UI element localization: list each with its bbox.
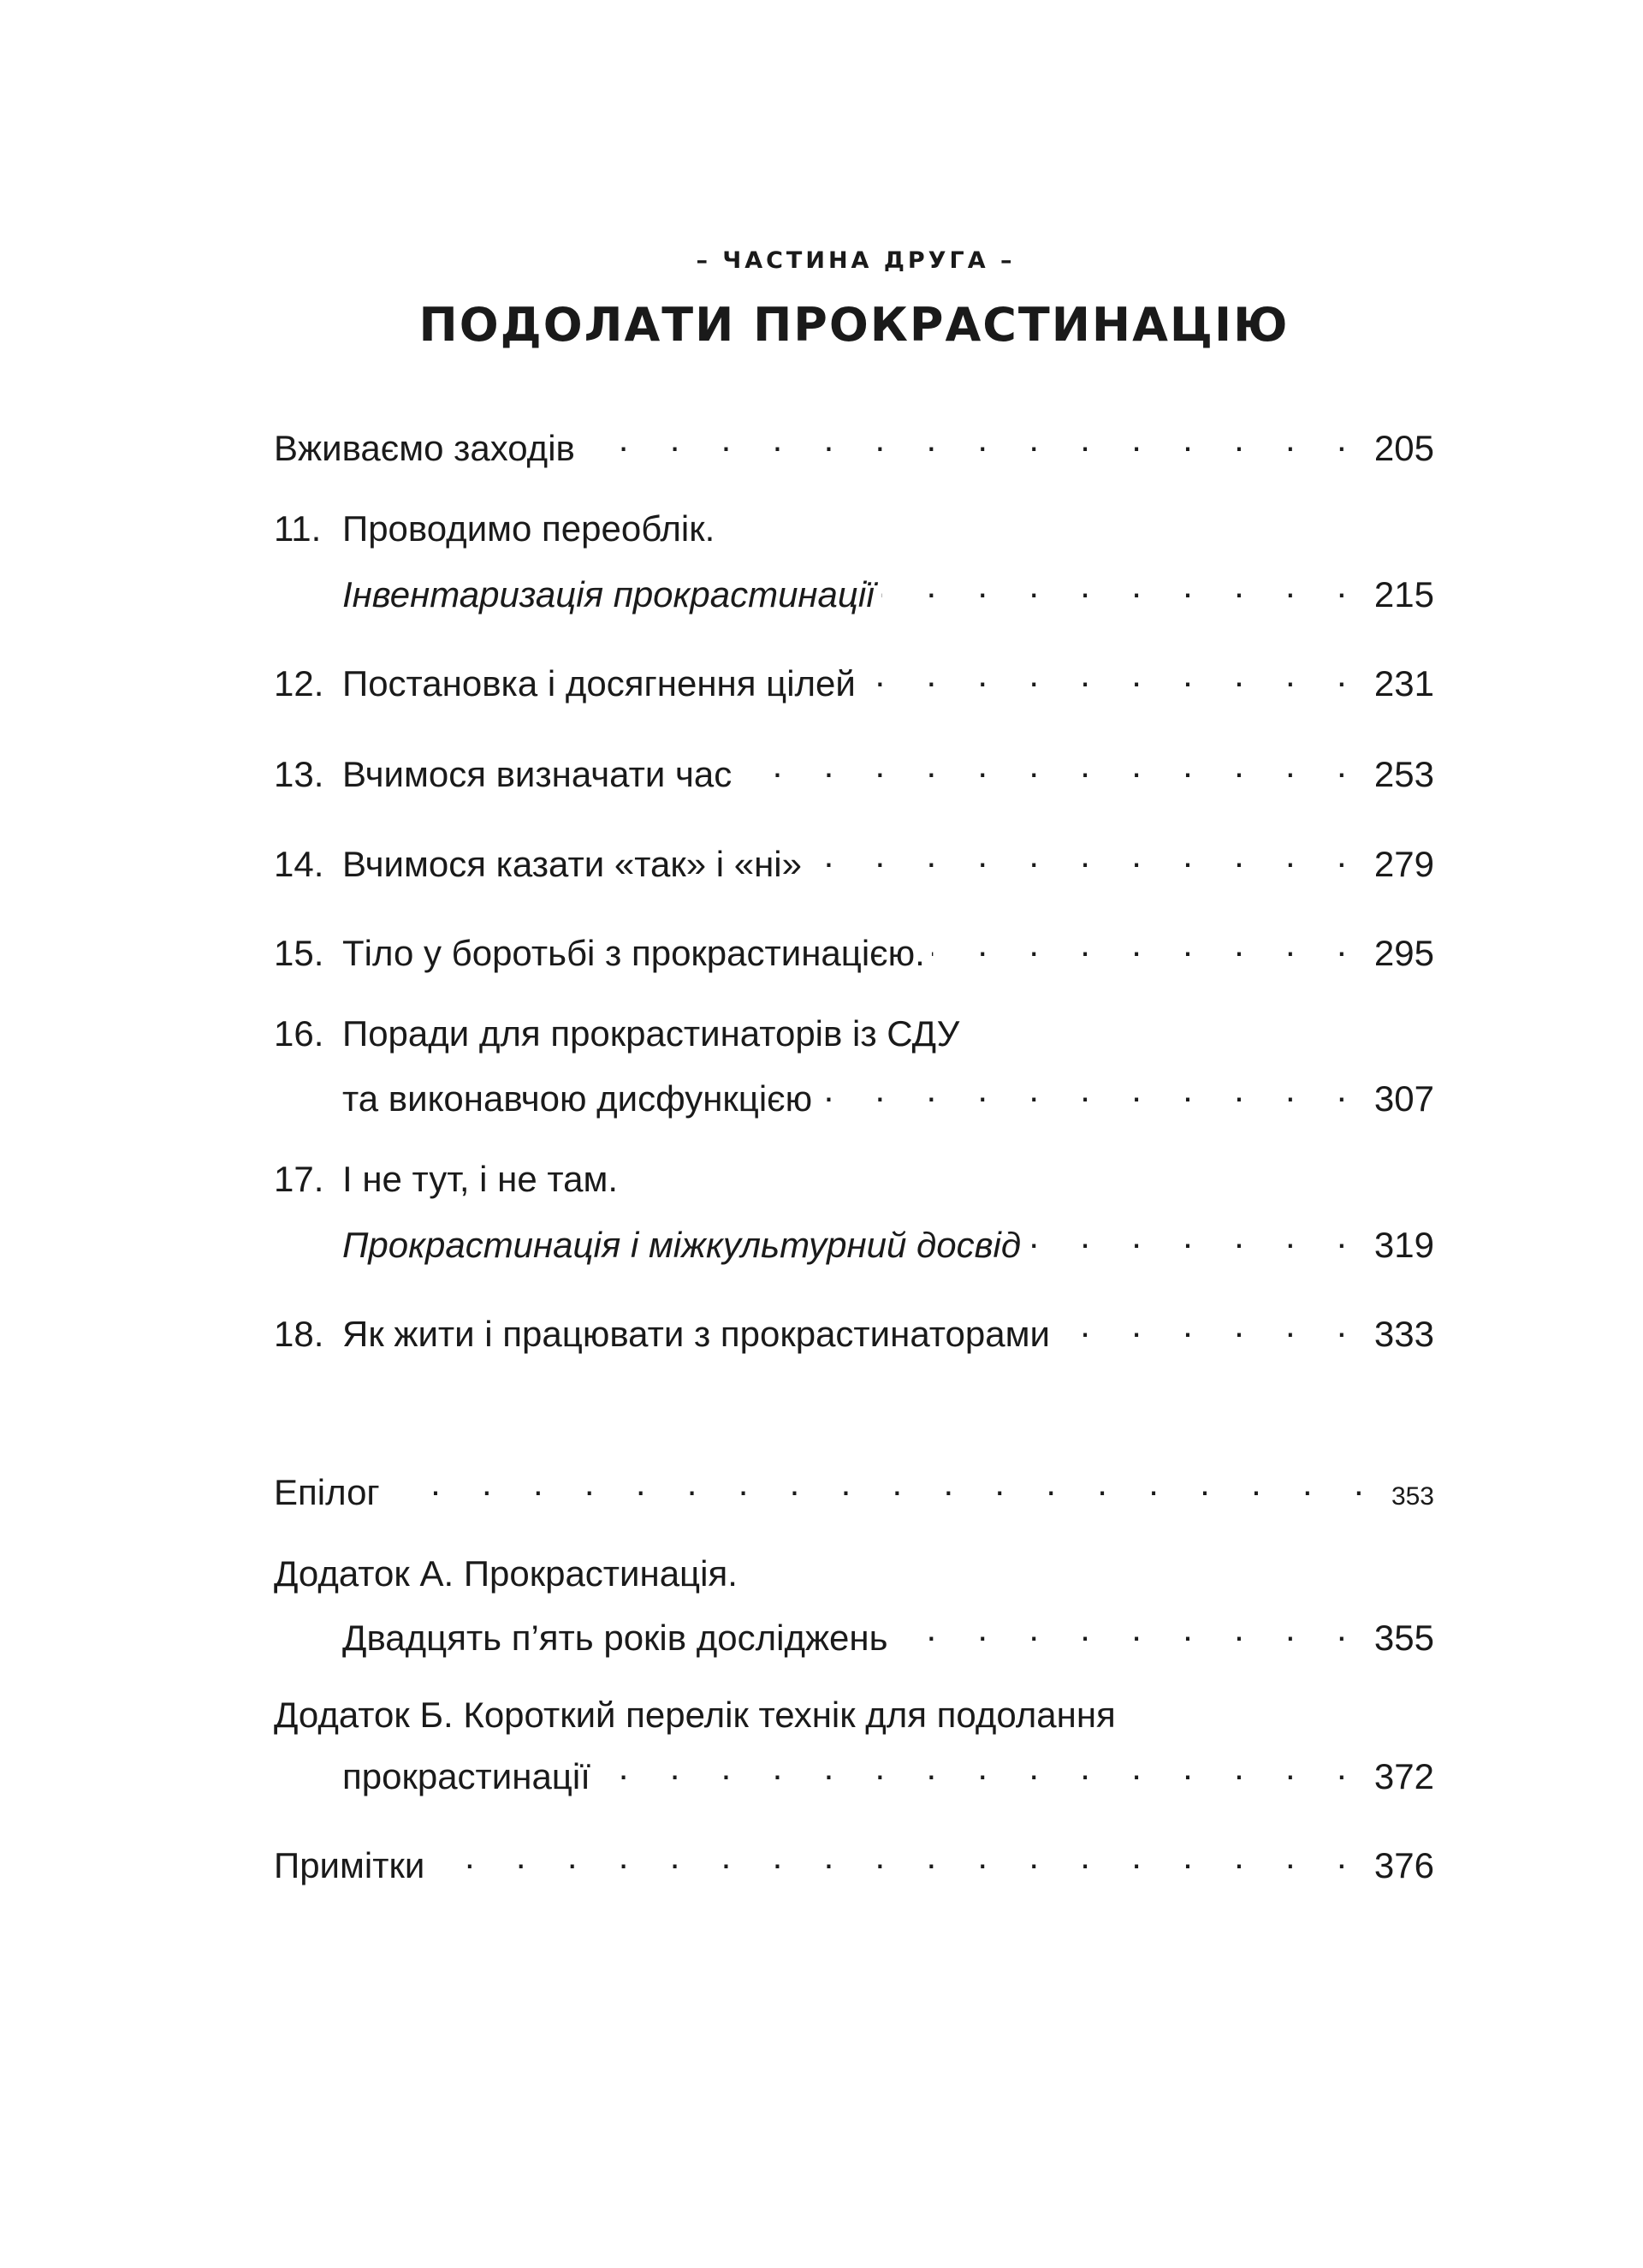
dot-leader: [738, 744, 1362, 787]
dot-leader: [597, 1746, 1362, 1789]
toc-entry-title-continued: та виконавчою дисфункцією: [342, 1078, 813, 1119]
toc-entry-title: Поради для прокрастинаторів із СДУ: [342, 1013, 960, 1054]
toc-page-number: 295: [1373, 933, 1434, 973]
toc-page-number: 215: [1373, 574, 1434, 614]
toc-entry-11-line2[interactable]: [342, 564, 1434, 614]
toc-entry-title: Вживаємо заходів: [274, 428, 575, 468]
toc-entry-14[interactable]: [274, 834, 1434, 884]
dot-leader: [1057, 1303, 1362, 1346]
toc-entry-16-line1[interactable]: [274, 1012, 1434, 1055]
toc-entry-notes[interactable]: [274, 1835, 1434, 1885]
toc-entry-title: Додаток Б. Короткий перелік технік для подолання: [274, 1695, 1116, 1735]
chapter-number: 18.: [274, 1314, 324, 1354]
toc-entry-18[interactable]: [274, 1303, 1434, 1354]
toc-entry-title-continued: прокрастинації: [342, 1756, 590, 1796]
dot-leader: [431, 1835, 1362, 1878]
toc-page-number: 376: [1373, 1845, 1434, 1885]
toc-entry-title: Тіло у боротьбі з прокрастинацією.: [342, 933, 925, 973]
toc-entry-17-line2[interactable]: [342, 1214, 1434, 1265]
toc-page-number: 205: [1373, 428, 1434, 468]
dot-leader: [1028, 1214, 1362, 1257]
dot-leader: [895, 1607, 1362, 1650]
toc-entry-taking-action[interactable]: [274, 418, 1434, 468]
toc-page-number: 319: [1373, 1225, 1434, 1265]
toc-page-number: 353: [1391, 1482, 1434, 1511]
toc-entry-13[interactable]: [274, 744, 1434, 794]
chapter-number: 11.: [274, 508, 322, 549]
chapter-number: 12.: [274, 663, 324, 704]
toc-entry-title: І не тут, і не там.: [342, 1159, 619, 1199]
dot-leader: [881, 564, 1362, 607]
toc-page-number: 372: [1373, 1756, 1434, 1796]
dot-leader: [932, 923, 1362, 965]
dot-leader: [863, 653, 1362, 696]
toc-entry-title: Проводимо переоблік.: [342, 508, 715, 549]
chapter-number: 16.: [274, 1013, 324, 1054]
toc-page-number: 355: [1373, 1618, 1434, 1658]
toc-entry-title: Примітки: [274, 1845, 425, 1885]
dot-leader: [387, 1462, 1379, 1505]
toc-entry-epilogue[interactable]: [274, 1462, 1434, 1512]
toc-entry-subtitle: Прокрастинація і міжкультурний досвід: [342, 1225, 1022, 1265]
toc-entry-15[interactable]: [274, 923, 1434, 973]
chapter-number: 15.: [274, 933, 324, 973]
toc-entry-subtitle: Інвентаризація прокрастинації: [342, 574, 875, 614]
dot-leader: [819, 1068, 1362, 1111]
toc-page-number: 231: [1373, 663, 1434, 704]
chapter-number: 17.: [274, 1159, 324, 1199]
dot-leader: [809, 834, 1362, 876]
toc-entry-appendix-b-line1[interactable]: [274, 1694, 1434, 1737]
toc-entry-title: Як жити і працювати з прокрастинаторами: [342, 1314, 1050, 1354]
toc-entry-appendix-a-line1[interactable]: [274, 1553, 1434, 1595]
toc-page-number: 279: [1373, 844, 1434, 884]
toc-entry-title: Постановка і досягнення цілей: [342, 663, 856, 704]
toc-entry-16-line2[interactable]: [342, 1068, 1434, 1119]
toc-page-number: 333: [1373, 1314, 1434, 1354]
toc-entry-title: Вчимося визначати час: [342, 754, 733, 794]
toc-entry-title: Додаток А. Прокрастинація.: [274, 1553, 738, 1594]
toc-page-number: 253: [1373, 754, 1434, 794]
chapter-number: 14.: [274, 844, 324, 884]
toc-entry-title: Вчимося казати «так» і «ні»: [342, 844, 802, 884]
dot-leader: [582, 418, 1362, 460]
toc-entry-appendix-b-line2[interactable]: [342, 1746, 1434, 1796]
toc-page-number: 307: [1373, 1078, 1434, 1119]
toc-entry-11-line1[interactable]: [274, 508, 1434, 550]
toc-entry-title: Епілог: [274, 1472, 380, 1512]
toc-entry-title-continued: Двадцять п’ять років досліджень: [342, 1618, 888, 1658]
part-label: – ЧАСТИНА ДРУГА –: [696, 247, 1016, 274]
toc-entry-17-line1[interactable]: [274, 1158, 1434, 1201]
chapter-number: 13.: [274, 754, 324, 794]
toc-entry-12[interactable]: [274, 653, 1434, 704]
toc-entry-appendix-a-line2[interactable]: [342, 1607, 1434, 1658]
part-title: ПОДОЛАТИ ПРОКРАСТИНАЦІЮ: [418, 298, 1290, 352]
